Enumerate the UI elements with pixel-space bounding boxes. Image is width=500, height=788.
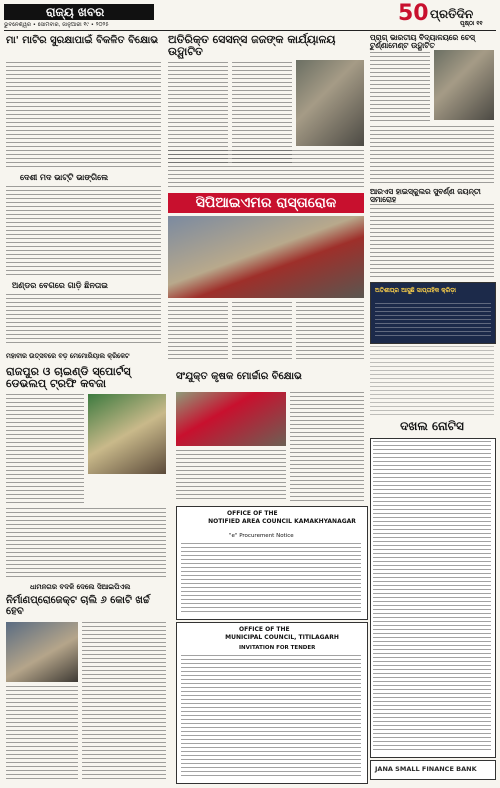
tender2-box (176, 622, 368, 784)
tender1-box (176, 506, 368, 620)
story10-headline: ଧାମନଗର ବଦଳି ଦେଲେ ସିଆଇପିଏଲ (30, 583, 131, 591)
page-label: ପୃଷ୍ଠା ୧୧ (460, 20, 483, 27)
notice-table (370, 438, 496, 758)
section-title-band (4, 4, 154, 20)
tender2-office: OFFICE OF THE (239, 626, 290, 633)
dhamnagar-photo (6, 622, 78, 682)
tender1-name: NOTIFIED AREA COUNCIL KAMAKHYANAGAR (208, 518, 356, 525)
notice-table-text (373, 441, 491, 753)
tender1-text (181, 543, 361, 615)
story3-body-a (370, 52, 430, 124)
story10-body-b (6, 686, 78, 782)
story6-body (6, 186, 161, 276)
kisan-photo (176, 392, 286, 446)
story5-body (370, 204, 494, 278)
story8-kicker: ମହାବୀର ଉତ୍ସବରେ ବଡ଼ ମେମୋରିୟାଲ କ୍ରିକେଟ (6, 352, 130, 360)
story6-headline: ଦେଶୀ ମଦ ଭାଟ୍ଟି ଭାଙ୍ଗିଲେ (20, 173, 109, 182)
story3-body-b (370, 126, 494, 184)
story1-headline: ମା' ମାଟିର ସୁରକ୍ଷାପାଇଁ ବିକଳିତ ବିକ୍ଷୋଭ (6, 35, 159, 46)
brand-number: 50 (398, 1, 429, 26)
story8-body-b (6, 508, 166, 578)
ad-banner-title: ଅତିଶୀଘ୍ର ଆସୁଛି ସାପ୍ତାହିକ କ୍ରିଡ଼ା (375, 287, 457, 294)
classified-block (370, 346, 494, 416)
ad-banner-text (375, 303, 491, 337)
story4-headline: ସିପିଆଇଏମର ରାସ୍ତାରୋକ (168, 193, 364, 213)
brand-name: ପ୍ରତିଦିନ (430, 7, 474, 21)
story3-headline: ପ୍ରାଗ୍ ଭାରତୀୟ ବିଦ୍ୟାଳୟରେ ଚେସ୍ ଟୁର୍ଣ୍ଣାମେଣ୍ଟ ଉଦ୍ଘାଟିତ (370, 33, 475, 50)
ad-banner (370, 282, 496, 344)
story9-body-b (176, 450, 286, 502)
story2-body-a (168, 62, 228, 164)
story4-body-c (296, 302, 364, 360)
notice-headline: ଦଖଲ ନୋଟିସ (400, 419, 464, 433)
tender2-sub: INVITATION FOR TENDER (239, 645, 316, 651)
section-title: ରାଜ୍ୟ ଖବର (46, 5, 105, 19)
bank-banner (370, 760, 496, 780)
tender1-sub: "e" Procurement Notice (229, 533, 294, 539)
story10-body-a (82, 622, 166, 782)
story2-body-b (232, 62, 292, 164)
story8-headline: ରାଜପୁର ଓ ଚାଇଣ୍ଡି ସ୍ପୋର୍ଟସ୍ ଡେଭଲପ୍ ଟ୍ରଫି କବଜା (6, 365, 131, 390)
story9-body-a (290, 392, 364, 502)
chess-photo (434, 50, 494, 120)
story5-headline: ଆରଏସ ହାଇସ୍କୁଲର ସୁବର୍ଣ୍ଣ ଜୟନ୍ତୀ ସମାରୋହ (370, 187, 481, 204)
court-photo (296, 60, 364, 146)
date-line: ଭୁବନେଶ୍ୱର • ସୋମବାର, ଜାନୁଆରୀ ୧୯ • ୨୦୨୫ (4, 22, 109, 28)
story1-body (6, 62, 161, 170)
story4-body-b (232, 302, 292, 360)
story7-headline: ଅଣ୍ଡର ବେଗରେ ଗାଡ଼ି ଛିନତାଇ (12, 281, 108, 290)
story2-body-c (168, 150, 364, 188)
story7-body (6, 294, 161, 344)
tender2-name: MUNICIPAL COUNCIL, TITILAGARH (225, 634, 339, 641)
cricket-photo (88, 394, 166, 474)
story4-body-a (168, 302, 228, 360)
tender2-text (181, 655, 361, 777)
story9-headline: ସଂଯୁକ୍ତ କୃଷକ ମୋର୍ଚ୍ଚାର ବିକ୍ଷୋଭ (176, 371, 302, 382)
story2-headline: ଅତିରିକ୍ତ ସେସନ୍ସ ଜଜଙ୍କ କାର୍ଯ୍ୟାଳୟ ଉଦ୍ଘାଟିତ (168, 33, 336, 58)
masthead-rule (4, 30, 496, 31)
tender1-office: OFFICE OF THE (227, 510, 278, 517)
bank-name: JANA SMALL FINANCE BANK (375, 765, 477, 773)
story8-body-a (6, 394, 84, 504)
story10-sub: ନିର୍ମାଣପ୍ରୋଜେକ୍ଟ ଚାଲି ୬ କୋଟି ଖର୍ଚ୍ଚ ହେବ (6, 595, 150, 617)
protest-photo (168, 216, 364, 298)
